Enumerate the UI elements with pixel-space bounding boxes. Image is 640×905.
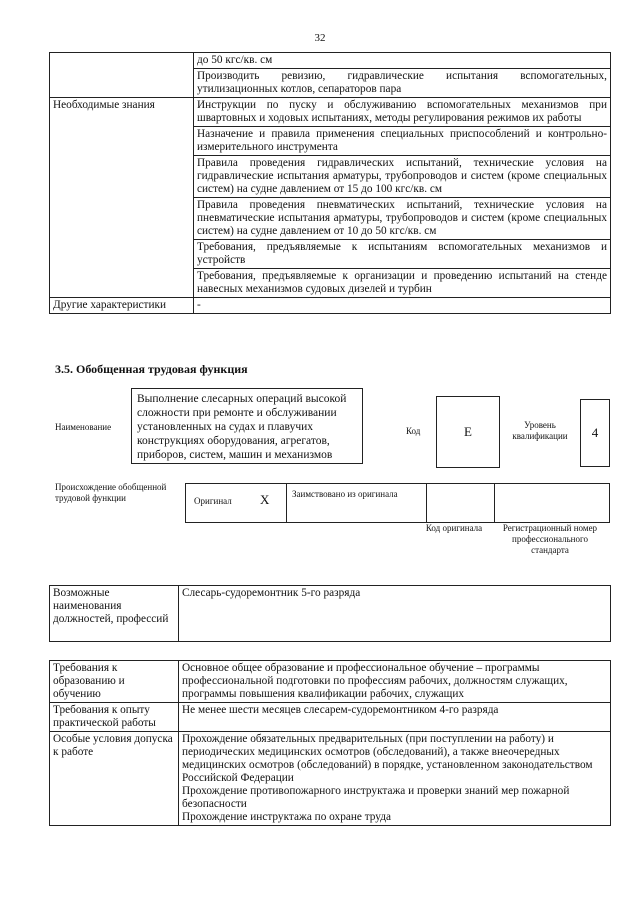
table-cell-label: Особые условия допуска к работе — [50, 732, 179, 826]
code-caption: Код оригинала — [425, 523, 483, 533]
table-cell-label: Требования к опыту практической работы — [50, 703, 179, 732]
table-cell — [179, 732, 611, 826]
table-cell: Требования, предъявляемые к испытаниям вспомогательных механизмов и устройств — [194, 240, 611, 269]
table-row — [50, 732, 611, 826]
requirement-line: Прохождение инструктажа по охране труда — [182, 811, 392, 823]
divider — [426, 484, 427, 522]
code-box: E — [436, 396, 500, 468]
table-cell-label — [50, 53, 194, 98]
level-box: 4 — [580, 399, 610, 467]
divider — [286, 484, 287, 522]
table-cell: Основное общее образование и профессиональное обучение – программы профессиональной подготовки по профессиям рабочих, должностям служащих, программы повышения квалификации рабочих, служащих — [179, 661, 611, 703]
positions-table — [49, 585, 611, 642]
table-cell: Производить ревизию, гидравлические испытания вспомогательных, утилизационных котлов, сепараторов пара — [194, 69, 611, 98]
table-cell: Инструкции по пуску и обслуживанию вспомогательных механизмов при швартовных и ходовых испытаниях, методы регулирования режимов их работы — [194, 98, 611, 127]
table-cell: - — [194, 298, 611, 314]
origin-box — [185, 483, 610, 523]
section-title: 3.5. Обобщенная трудовая функция — [55, 362, 248, 376]
table-cell: Правила проведения гидравлических испытаний, технические условия на гидравлические испытания арматуры, трубопроводов и систем (кроме специальных систем) на судне давлением от 15 до 100 кгс/кв. см — [194, 156, 611, 198]
origin-label: Происхождение обобщенной трудовой функции — [55, 482, 167, 503]
function-name-box: Выполнение слесарных операций высокой сложности при ремонте и обслуживании установленных на судах и плавучих конструкциях оборудования, агрегатов, приборов, систем, машин и механизмов — [131, 388, 363, 464]
table-cell: Слесарь-судоремонтник 5-го разряда — [179, 586, 611, 642]
requirement-line: Прохождение противопожарного инструктажа и проверки знаний мер пожарной безопасности — [182, 785, 570, 810]
table-cell-label: Другие характеристики — [50, 298, 194, 314]
code-label: Код — [406, 426, 421, 436]
page-number: 32 — [314, 32, 326, 44]
table-cell: Правила проведения пневматических испытаний, технические условия на пневматические испытания арматуры, трубопроводов и систем (кроме специальных систем) на судне давлением от 10 до 50 кгс/кв. см — [194, 198, 611, 240]
table-cell-label: Требования к образованию и обучению — [50, 661, 179, 703]
requirements-table — [49, 660, 611, 826]
table-cell-label: Необходимые знания — [50, 98, 194, 298]
table-cell: Требования, предъявляемые к организации и проведению испытаний на стенде навесных механизмов судовых дизелей и турбин — [194, 269, 611, 298]
table-row — [50, 298, 611, 314]
borrowed-label: Заимствовано из оригинала — [292, 489, 398, 499]
name-label: Наименование — [55, 422, 112, 432]
divider — [494, 484, 495, 522]
table-cell: Не менее шести месяцев слесарем-судоремонтником 4-го разряда — [179, 703, 611, 732]
table-cell: Назначение и правила применения специальных приспособлений и контрольно-измерительного инструмента — [194, 127, 611, 156]
table-row — [50, 98, 611, 127]
level-label: Уровень квалификации — [512, 420, 568, 441]
table-row — [50, 53, 611, 69]
knowledge-table — [49, 52, 611, 314]
requirement-line: Прохождение обязательных предварительных (при поступлении на работу) и периодических медицинских осмотров (обследований), а также внеочередных медицинских осмотров (обследований) в порядке, установленном законодательством Российской Федерации — [182, 733, 593, 784]
table-row — [50, 703, 611, 732]
table-row — [50, 586, 611, 642]
table-row — [50, 661, 611, 703]
original-mark: X — [260, 492, 270, 507]
table-cell: до 50 кгс/кв. см — [194, 53, 611, 69]
reg-caption: Регистрационный номер профессионального стандарта — [502, 523, 598, 555]
original-label: Оригинал — [194, 496, 232, 506]
table-cell-label: Возможные наименования должностей, профессий — [50, 586, 179, 642]
